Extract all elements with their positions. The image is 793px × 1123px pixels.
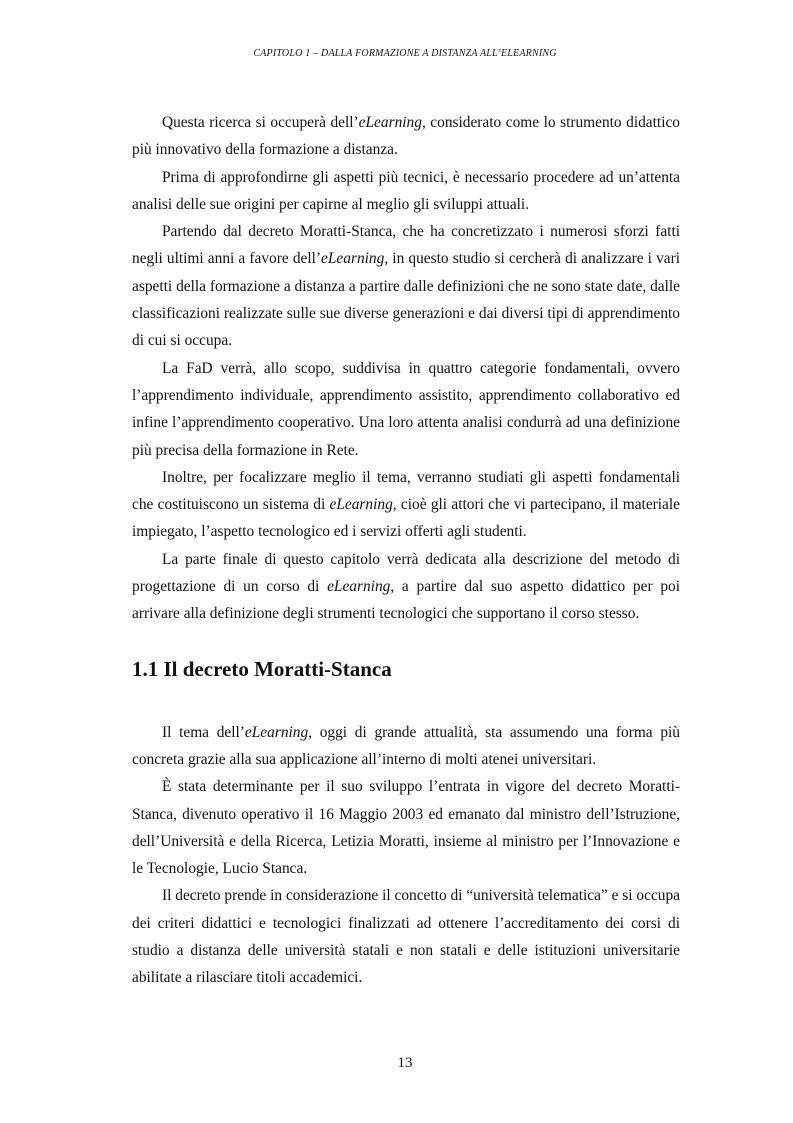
text-run: Questa ricerca si occuperà dell’ [162, 114, 359, 131]
paragraph: È stata determinante per il suo sviluppo l’entrata in vigore del decreto Moratti-Stanca, divenuto operativo il 16 Maggio 2003 ed emanato dal ministro dell’Istruzione, dell’Università e della Ricerca, Letizia Moratti, insieme al ministro per l’Innovazione e le Tecnologie, Lucio Stanca. [132, 778, 680, 878]
body-text [132, 109, 680, 992]
italic-term: eLearning [327, 578, 391, 596]
italic-term: eLearning [329, 496, 393, 514]
text-run: , cioè gli attori che vi partecipano, il materiale impiegato, l’aspetto tecnologico ed i servizi offerti agli studenti. [132, 496, 680, 541]
paragraph [132, 464, 680, 546]
section-heading: 1.1 Il decreto Moratti-Stanca [132, 656, 392, 681]
text-run: , oggi di grande attualità, sta assumendo una forma più concreta grazie alla sua applicazione all’interno di molti atenei universitari. [132, 723, 680, 768]
text-run: Il tema dell’ [162, 723, 245, 741]
running-header: CAPITOLO 1 – DALLA FORMAZIONE A DISTANZA ALL’ELEARNING [253, 48, 557, 59]
italic-term: eLearning [358, 114, 422, 131]
text-run: , considerato come lo strumento didattico più innovativo della formazione a distanza. [132, 114, 680, 159]
paragraph: Il decreto prende in considerazione il concetto di “università telematica” e si occupa dei criteri didattici e tecnologici finalizzati ad ottenere l’accreditamento dei corsi di studio a distanza delle università statali e non statali e delle istituzioni universitarie abilitate a rilasciare titoli accademici. [132, 887, 680, 987]
paragraph [132, 109, 680, 164]
paragraph: Prima di approfondirne gli aspetti più tecnici, è necessario procedere ad un’attenta analisi delle sue origini per capirne al meglio gli sviluppi attuali. [132, 168, 680, 213]
italic-term: eLearning [244, 723, 309, 741]
paragraph: La FaD verrà, allo scopo, suddivisa in quattro categorie fondamentali, ovvero l’apprendimento individuale, apprendimento assistito, apprendimento collaborativo ed infine l’apprendimento cooperativo. Una loro attenta analisi condurrà ad una definizione più precisa della formazione in Rete. [132, 359, 680, 459]
text-run: Partendo dal decreto Moratti-Stanca, che ha concretizzato i numerosi sforzi fatti negli ultimi anni a favore dell’ [132, 223, 680, 268]
text-run: Inoltre, per focalizzare meglio il tema, verranno studiati gli aspetti fondamentali che costituiscono un sistema di [132, 468, 680, 514]
paragraph [132, 546, 680, 628]
italic-term: eLearning [321, 250, 385, 268]
paragraph [132, 218, 680, 354]
text-run: , in questo studio si cercherà di analizzare i vari aspetti della formazione a distanza a partire dalle definizioni che ne sono state date, dalle classificazioni realizzate sulle sue diverse generazioni e dai diversi tipi di apprendimento di cui si occupa. [132, 250, 680, 350]
text-run: La parte finale di questo capitolo verrà dedicata alla descrizione del metodo di progettazione di un corso di [132, 550, 680, 596]
text-run: , a partire dal suo aspetto didattico per poi arrivare alla definizione degli strumenti tecnologici che supportano il corso stesso. [132, 578, 680, 623]
page-number: 13 [397, 1055, 413, 1071]
paragraph [132, 719, 680, 774]
